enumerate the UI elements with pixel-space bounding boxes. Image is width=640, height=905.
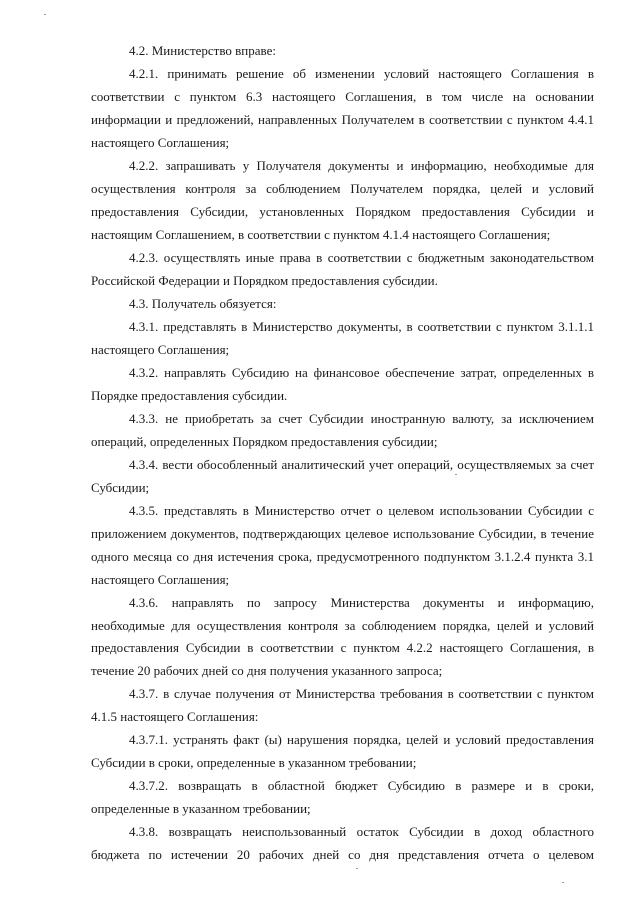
scan-speck — [356, 868, 358, 869]
scan-speck — [44, 14, 46, 15]
paragraph-4-3: 4.3. Получатель обязуется: — [129, 295, 277, 311]
paragraph-4-3-7-2: 4.3.7.2. возвращать в областной бюджет Субсидию в размере и в сроки, определенные в указанном требовании; — [91, 778, 594, 817]
paragraph-4-2: 4.2. Министерство вправе: — [129, 43, 276, 58]
paragraph-4-3-7: 4.3.7. в случае получения от Министерства требования в соответствии с пунктом 4.1.5 настоящего Соглашения: — [91, 686, 594, 725]
scan-speck — [562, 882, 564, 883]
document-body — [91, 40, 594, 867]
paragraph-4-3-8: 4.3.8. возвращать неиспользованный остаток Субсидии в доход областного бюджета по истечении 20 рабочих дней со дня представления отчета о целевом — [91, 824, 594, 863]
paragraph-4-3-7-1: 4.3.7.1. устранять факт (ы) нарушения порядка, целей и условий предоставления Субсидии в сроки, определенные в указанном требовании; — [91, 732, 594, 771]
paragraph-4-3-3: 4.3.3. не приобретать за счет Субсидии иностранную валюту, за исключением операций, определенных Порядком предоставления субсидии; — [91, 410, 594, 449]
paragraph-4-3-4: 4.3.4. вести обособленный аналитический учет операций, осуществляемых за счет Субсидии; — [91, 456, 594, 495]
paragraph-4-3-1: 4.3.1. представлять в Министерство документы, в соответствии с пунктом 3.1.1.1 настоящего Соглашения; — [91, 318, 594, 357]
paragraph-4-3-6: 4.3.6. направлять по запросу Министерства документы и информацию, необходимые для осуществления контроля за соблюдением порядка, целей и условий предоставления Субсидии в соответствии с пунктом 4.2.2 настоящего Соглашения, в течение 20 рабочих дней со дня получения указанного запроса; — [91, 594, 594, 679]
paragraph-4-3-2: 4.3.2. направлять Субсидию на финансовое обеспечение затрат, определенных в Порядке предоставления субсидии. — [91, 364, 594, 403]
paragraph-4-3-5: 4.3.5. представлять в Министерство отчет о целевом использовании Субсидии с приложением документов, подтверждающих целевое использование Субсидии, в течение одного месяца со дня истечения срока, предусмотренного подпунктом 3.1.2.4 пункта 3.1 настоящего Соглашения; — [91, 502, 594, 587]
paragraph-4-2-2: 4.2.2. запрашивать у Получателя документы и информацию, необходимые для осуществления контроля за соблюдением Получателем порядка, целей и условий предоставления Субсидии, установленных Порядком предоставления Субсидии и настоящим Соглашением, в соответствии с пунктом 4.1.4 настоящего Соглашения; — [91, 157, 594, 242]
paragraph-4-2-3: 4.2.3. осуществлять иные права в соответствии с бюджетным законодательством Российской Федерации и Порядком предоставления субсидии. — [91, 249, 594, 288]
paragraph-4-2-1: 4.2.1. принимать решение об изменении условий настоящего Соглашения в соответствии с пунктом 6.3 настоящего Соглашения, в том числе на основании информации и предложений, направленных Получателем в соответствии с пунктом 4.4.1 настоящего Соглашения; — [91, 66, 594, 150]
